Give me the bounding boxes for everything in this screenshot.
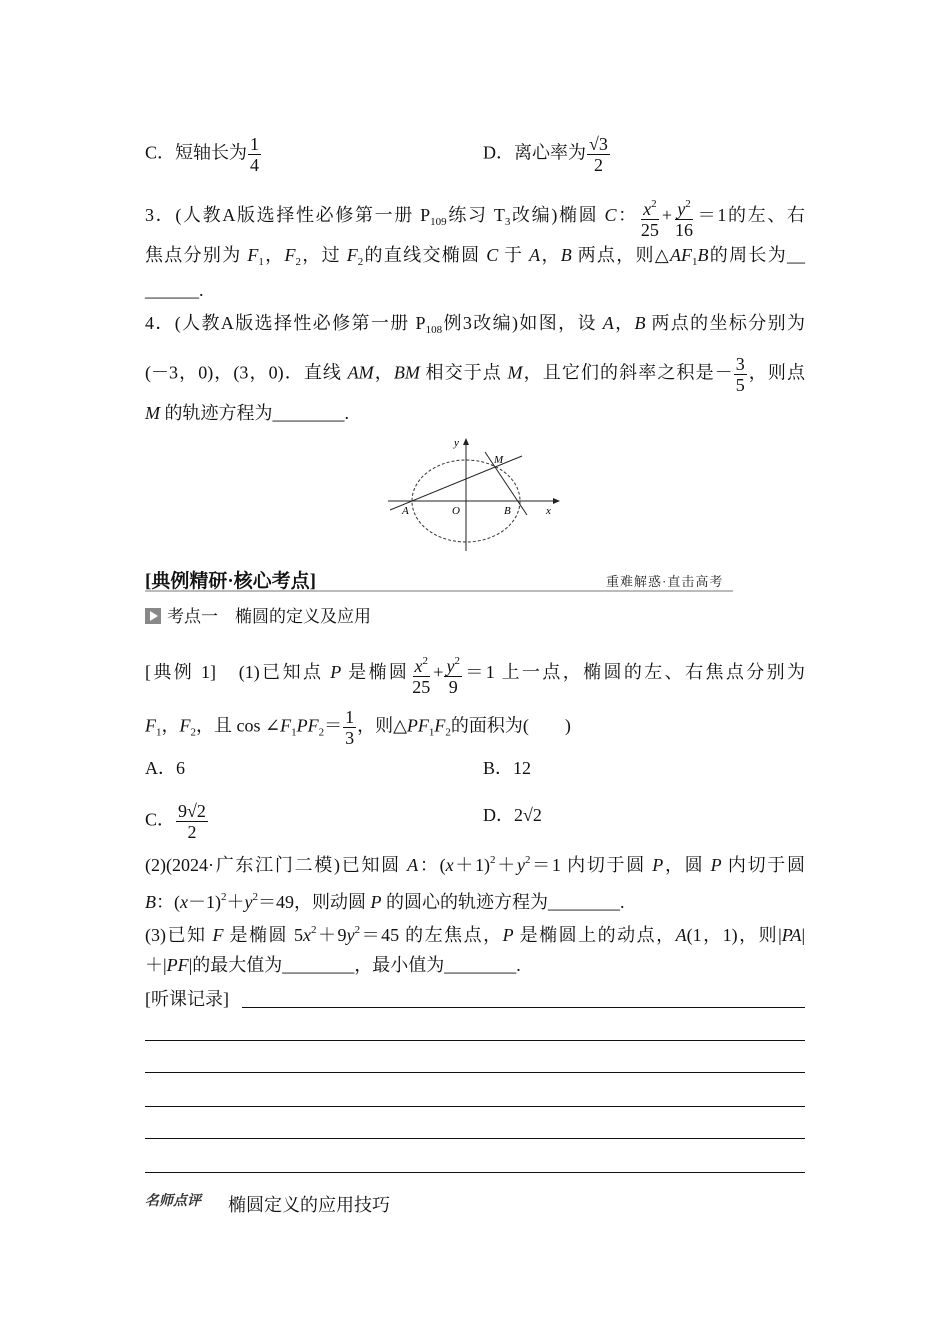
subscript: 109 (430, 216, 447, 229)
fraction (587, 134, 610, 175)
fraction-numerator (413, 651, 431, 677)
example-1-line-2 (145, 707, 571, 748)
point-m-label: M (494, 454, 504, 466)
math-variable: F (179, 715, 191, 736)
fraction-numerator (675, 194, 693, 220)
point-a-label: A (402, 505, 409, 517)
subscript: 1 (692, 256, 698, 268)
math-variable: M (507, 362, 523, 383)
subscript: 2 (190, 726, 196, 739)
question-4-line-2 (145, 354, 805, 395)
text-run: 内切于圆 (721, 855, 806, 875)
fraction (673, 194, 695, 240)
text-run: [典例 1] (1)已知点 (145, 662, 331, 683)
text-run: 5 (735, 375, 745, 395)
superscript: 2 (651, 198, 657, 210)
subscript: 1 (291, 726, 297, 739)
fraction-denominator (673, 220, 695, 240)
subscript: 2 (445, 726, 451, 739)
section-divider (145, 590, 733, 592)
math-variable: P (370, 892, 382, 912)
fraction-denominator (343, 728, 356, 748)
example-2-line-1 (145, 848, 805, 877)
teacher-comment-title: 椭圆定义的应用技巧 (228, 1195, 390, 1215)
text-run: ，则△ (357, 715, 407, 736)
topic-text (167, 607, 371, 627)
text-run: A．6 (145, 758, 185, 778)
text-run: 焦点分别为 (145, 245, 248, 265)
origin-label: O (452, 505, 460, 517)
fraction-numerator (587, 134, 610, 155)
math-variable: y (446, 656, 455, 676)
math-variable: A (602, 313, 614, 333)
math-variable: F (280, 715, 292, 736)
math-variable: PF (166, 955, 189, 975)
subscript: 2 (357, 256, 364, 268)
math-variable: B (560, 245, 572, 265)
math-variable: B (697, 245, 709, 265)
text-run: C．短轴长为 (145, 142, 248, 163)
math-variable: A (407, 855, 419, 875)
superscript: 2 (454, 655, 460, 667)
play-triangle-icon (145, 608, 161, 624)
math-variable: F (145, 715, 156, 736)
math-variable: AF (670, 245, 692, 265)
math-variable: F (284, 245, 296, 265)
topic-heading (145, 605, 371, 629)
superscript: 2 (252, 891, 258, 903)
text-run: ， (263, 245, 285, 265)
text-run: (－3，0)，(3，0)．直线 (145, 362, 348, 383)
text-run: 4．(人教A版选择性必修第一册 P (145, 313, 426, 333)
math-variable: C (604, 205, 617, 226)
fraction (410, 651, 432, 697)
math-variable: PF (406, 715, 429, 736)
math-variable: B (145, 892, 156, 912)
text-run: ，且 cos ∠ (196, 715, 281, 736)
option-d (483, 134, 611, 175)
fraction-denominator (410, 677, 432, 697)
fraction-numerator (641, 194, 659, 220)
text-run: 25 (412, 677, 431, 697)
x-label: x (546, 505, 551, 517)
math-variable: BM (393, 362, 420, 383)
fraction-numerator (343, 707, 356, 728)
superscript: 2 (685, 198, 691, 210)
text-run: 考点一 椭圆的定义及应用 (167, 607, 371, 627)
math-variable: P (652, 855, 664, 875)
text-run: ＋ (226, 892, 245, 912)
fraction-numerator (176, 801, 208, 822)
text-run: 两点的坐标分别为 (645, 313, 806, 333)
notes-line[interactable] (145, 1106, 805, 1107)
math-variable: F (247, 245, 259, 265)
y-label: y (454, 437, 459, 449)
question-4-line-1 (145, 311, 805, 342)
math-variable: B (634, 313, 646, 333)
ellipse-figure (380, 430, 570, 560)
fraction-denominator (734, 375, 747, 395)
math-variable: F (212, 925, 224, 945)
fraction-numerator (444, 651, 462, 677)
text-run: ______. (145, 280, 204, 300)
text-run: ：( (418, 855, 446, 875)
option-c (145, 134, 262, 175)
fraction-denominator (185, 822, 198, 842)
example-1-line-1 (145, 651, 805, 697)
text-run: 4 (250, 155, 260, 175)
fraction-numerator (248, 134, 261, 155)
text-run: + (661, 205, 673, 226)
text-run: ， (161, 715, 180, 736)
math-variable: x (445, 855, 454, 875)
math-variable: A (675, 925, 687, 945)
subscript: 1 (156, 726, 162, 739)
text-run: 是椭圆 (341, 662, 410, 683)
fraction-denominator (639, 220, 661, 240)
question-3-line-2 (145, 243, 805, 274)
math-variable: y (244, 892, 253, 912)
text-run: C． (145, 809, 176, 830)
subscript: 2 (295, 256, 301, 268)
example-1-option-d (483, 803, 542, 827)
notes-line[interactable] (145, 1040, 805, 1041)
notes-line[interactable] (242, 1007, 805, 1008)
question-3-line-3 (145, 278, 204, 302)
fraction (343, 707, 356, 748)
text-run: + (433, 662, 444, 683)
example-1-option-b (483, 756, 531, 780)
notes-line[interactable] (145, 1138, 805, 1139)
text-run: 两点，则△ (571, 245, 670, 265)
text-run: ＝1 内切于圆 (530, 855, 653, 875)
math-variable: y (346, 925, 355, 945)
text-run: 的周长为__ (708, 245, 806, 265)
text-run: ， (373, 362, 394, 383)
point-b-label: B (504, 505, 511, 517)
text-run: 的直线交椭圆 (363, 245, 487, 265)
text-run: 3．(人教A版选择性必修第一册 P (145, 205, 431, 226)
text-run: 25 (640, 220, 659, 240)
text-run: 9√2 (178, 801, 206, 821)
text-run: (3)已知 (145, 925, 213, 945)
math-variable: x (414, 656, 423, 676)
text-run: 的圆心的轨迹方程为________. (381, 892, 625, 912)
text-run: 的面积为( ) (450, 715, 571, 736)
text-run: 3 (345, 728, 355, 748)
text-run: B．12 (483, 758, 532, 778)
text-run: 2 (187, 822, 197, 842)
fraction (639, 194, 661, 240)
example-1-option-c (145, 801, 209, 842)
text-run: ＝45 的左焦点， (360, 925, 503, 945)
math-variable: y (516, 855, 525, 875)
superscript: 2 (354, 924, 361, 936)
text-run: ，且它们的斜率之积是－ (522, 362, 733, 383)
text-run: 1 (345, 707, 355, 727)
subscript: 108 (425, 324, 443, 336)
text-run: 练习 T (446, 205, 505, 226)
subscript: 1 (428, 726, 435, 739)
text-run: ，过 (300, 245, 347, 265)
question-3-line-1 (145, 194, 805, 240)
text-run: ＋ (495, 855, 517, 875)
section-title: [典例精研·核心考点] (145, 571, 316, 592)
text-run: ， (540, 245, 561, 265)
text-run: 是椭圆上的动点， (513, 925, 676, 945)
fraction (176, 801, 208, 842)
text-run: 例3改编)如图，设 (442, 313, 603, 333)
text-run: ＝1的左、右 (696, 205, 806, 226)
superscript: 2 (221, 891, 227, 903)
math-variable: C (486, 245, 499, 265)
text-run: ＋9 (316, 925, 347, 945)
text-run: 相交于点 (419, 362, 508, 383)
text-run: D．2√2 (483, 805, 542, 825)
superscript: 2 (490, 854, 496, 866)
math-variable: F (346, 245, 358, 265)
section-subtitle: 重难解惑·直击高考 (606, 574, 724, 589)
text-run: √3 (589, 134, 608, 154)
text-run: 9 (448, 677, 458, 697)
example-3-line-2 (145, 953, 521, 977)
subscript: 1 (258, 256, 264, 268)
text-run: ，则点 (747, 362, 806, 383)
math-variable: A (529, 245, 541, 265)
text-run: 是椭圆 5 (223, 925, 304, 945)
subscript: 3 (504, 216, 511, 229)
math-variable: P (330, 662, 342, 683)
text-run: ，圆 (663, 855, 711, 875)
math-variable: P (710, 855, 722, 875)
fraction (444, 651, 462, 697)
text-run: 3 (735, 354, 745, 374)
fraction-denominator (592, 155, 605, 175)
text-run: 1 (250, 134, 260, 154)
math-variable: P (502, 925, 514, 945)
superscript: 2 (422, 655, 429, 667)
subscript: 2 (318, 726, 325, 739)
text-run: －1) (188, 892, 221, 912)
math-variable: PA (781, 925, 802, 945)
text-run: 改编)椭圆 (510, 205, 605, 226)
fraction-denominator (447, 677, 460, 697)
math-variable: y (677, 199, 686, 219)
text-run: ＋| (145, 955, 167, 975)
x-axis-arrow (553, 498, 560, 504)
math-variable: F (434, 715, 446, 736)
text-run: 2 (593, 155, 603, 175)
notes-line[interactable] (145, 1072, 805, 1073)
text-run: ： (616, 205, 638, 226)
text-run: 16 (675, 220, 694, 240)
notes-line[interactable] (145, 1172, 805, 1173)
superscript: 2 (311, 924, 317, 936)
fraction-numerator (734, 354, 747, 375)
math-variable: AM (347, 362, 374, 383)
text-run: (2)(2024·广东江门二模)已知圆 (145, 855, 408, 875)
math-variable: x (180, 892, 188, 912)
text-run: ＝ (324, 715, 343, 736)
text-run: [听课记录] (145, 989, 229, 1009)
text-run: ＋1) (453, 855, 490, 875)
example-2-line-2 (145, 885, 625, 914)
text-run: ＝1 上一点，椭圆的左、右焦点分别为 (462, 662, 806, 683)
fraction (248, 134, 261, 175)
example-1-option-a (145, 756, 185, 780)
text-run: ， (613, 313, 635, 333)
text-run: D．离心率为 (483, 142, 586, 163)
math-variable: M (145, 403, 160, 423)
text-run: 的轨迹方程为________. (160, 403, 349, 423)
math-variable: PF (296, 715, 319, 736)
y-axis-arrow (463, 438, 469, 445)
fraction-denominator (248, 155, 261, 175)
example-3-line-1 (145, 918, 805, 947)
math-variable: x (303, 925, 312, 945)
notes-label (145, 987, 229, 1011)
text-run: 于 (498, 245, 530, 265)
text-run: (1，1)，则| (686, 925, 782, 945)
text-run: ：( (156, 892, 180, 912)
fraction (734, 354, 747, 395)
math-variable: x (643, 199, 652, 219)
text-run: | (801, 925, 806, 945)
superscript: 2 (524, 854, 531, 866)
teacher-comment-tag: 名师点评 (145, 1193, 201, 1209)
text-run: |的最大值为________，最小值为________. (188, 955, 521, 975)
text-run: ＝49，则动圆 (258, 892, 371, 912)
question-4-line-3 (145, 401, 349, 425)
